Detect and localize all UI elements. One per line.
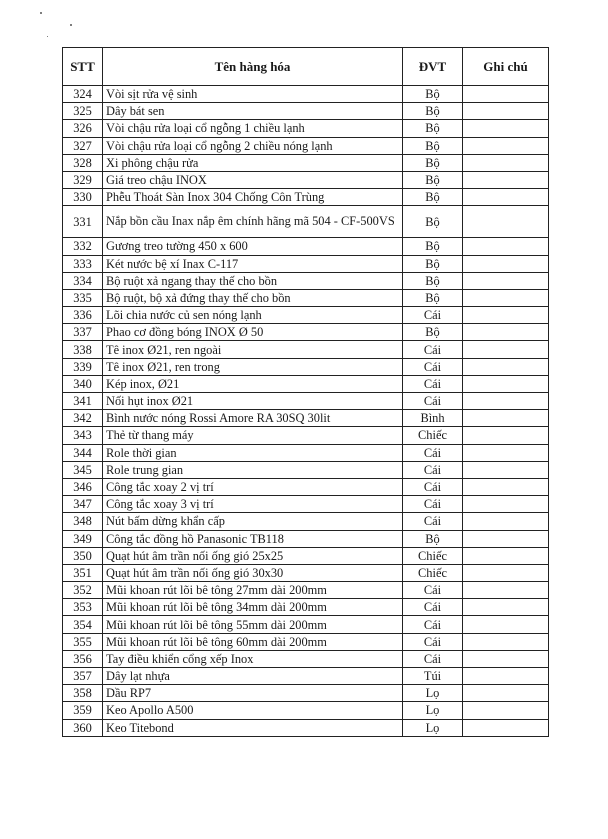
cell-stt: 352	[63, 582, 103, 599]
table-row	[63, 547, 549, 564]
table-row	[63, 685, 549, 702]
cell-note	[463, 582, 549, 599]
cell-stt: 358	[63, 685, 103, 702]
table-row	[63, 702, 549, 719]
cell-name: Xi phông chậu rửa	[103, 154, 403, 171]
cell-unit: Bộ	[403, 154, 463, 171]
cell-stt: 347	[63, 496, 103, 513]
cell-name: Quạt hút âm trần nối ống gió 30x30	[103, 564, 403, 581]
table-row	[63, 633, 549, 650]
header-unit: ĐVT	[403, 48, 463, 86]
table-row	[63, 427, 549, 444]
cell-stt: 333	[63, 255, 103, 272]
table-row	[63, 86, 549, 103]
cell-name: Dầu RP7	[103, 685, 403, 702]
cell-note	[463, 120, 549, 137]
goods-table	[62, 47, 549, 737]
cell-name: Dây bát sen	[103, 103, 403, 120]
cell-name: Quạt hút âm trần nối ống gió 25x25	[103, 547, 403, 564]
table-row	[63, 668, 549, 685]
header-goods-name: Tên hàng hóa	[103, 48, 403, 86]
cell-stt: 349	[63, 530, 103, 547]
cell-note	[463, 272, 549, 289]
table-row	[63, 307, 549, 324]
cell-stt: 340	[63, 375, 103, 392]
cell-stt: 329	[63, 171, 103, 188]
cell-unit: Bộ	[403, 530, 463, 547]
cell-name: Gương treo tường 450 x 600	[103, 238, 403, 255]
cell-unit: Lọ	[403, 702, 463, 719]
cell-note	[463, 189, 549, 206]
cell-note	[463, 427, 549, 444]
cell-note	[463, 461, 549, 478]
cell-unit: Cái	[403, 496, 463, 513]
cell-name: Vòi chậu rửa loại cổ ngỗng 2 chiều nóng lạnh	[103, 137, 403, 154]
cell-stt: 325	[63, 103, 103, 120]
cell-stt: 324	[63, 86, 103, 103]
cell-name: Bình nước nóng Rossi Amore RA 30SQ 30lit	[103, 410, 403, 427]
cell-stt: 341	[63, 393, 103, 410]
cell-note	[463, 86, 549, 103]
cell-note	[463, 599, 549, 616]
cell-name: Keo Titebond	[103, 719, 403, 736]
table-row	[63, 564, 549, 581]
cell-unit: Cái	[403, 375, 463, 392]
cell-name: Bộ ruột xả ngang thay thế cho bồn	[103, 272, 403, 289]
cell-note	[463, 478, 549, 495]
cell-stt: 334	[63, 272, 103, 289]
cell-unit: Bộ	[403, 324, 463, 341]
cell-stt: 354	[63, 616, 103, 633]
table-row	[63, 530, 549, 547]
cell-unit: Cái	[403, 478, 463, 495]
table-row	[63, 272, 549, 289]
cell-unit: Cái	[403, 341, 463, 358]
cell-unit: Bộ	[403, 238, 463, 255]
cell-note	[463, 564, 549, 581]
cell-stt: 336	[63, 307, 103, 324]
cell-stt: 328	[63, 154, 103, 171]
cell-unit: Bộ	[403, 289, 463, 306]
table-row	[63, 478, 549, 495]
cell-note	[463, 650, 549, 667]
cell-name: Kép inox, Ø21	[103, 375, 403, 392]
cell-unit: Cái	[403, 582, 463, 599]
cell-unit: Bộ	[403, 171, 463, 188]
cell-note	[463, 719, 549, 736]
cell-name: Mũi khoan rút lõi bê tông 34mm dài 200mm	[103, 599, 403, 616]
cell-unit: Bộ	[403, 103, 463, 120]
cell-note	[463, 410, 549, 427]
table-row	[63, 393, 549, 410]
table-row	[63, 154, 549, 171]
cell-stt: 360	[63, 719, 103, 736]
cell-name: Nắp bồn cầu Inax nắp êm chính hãng mã 504 - CF-500VS	[103, 206, 403, 238]
cell-stt: 350	[63, 547, 103, 564]
scan-speck	[40, 12, 42, 14]
cell-note	[463, 307, 549, 324]
cell-unit: Cái	[403, 633, 463, 650]
cell-note	[463, 702, 549, 719]
table-row	[63, 341, 549, 358]
cell-stt: 356	[63, 650, 103, 667]
cell-note	[463, 496, 549, 513]
cell-name: Nút bấm dừng khẩn cấp	[103, 513, 403, 530]
cell-stt: 332	[63, 238, 103, 255]
table-row	[63, 358, 549, 375]
scan-speck	[70, 24, 72, 26]
cell-name: Công tắc xoay 2 vị trí	[103, 478, 403, 495]
cell-unit: Chiếc	[403, 564, 463, 581]
cell-stt: 326	[63, 120, 103, 137]
cell-name: Mũi khoan rút lõi bê tông 27mm dài 200mm	[103, 582, 403, 599]
cell-note	[463, 393, 549, 410]
table-row	[63, 289, 549, 306]
cell-note	[463, 633, 549, 650]
cell-unit: Cái	[403, 650, 463, 667]
cell-note	[463, 530, 549, 547]
cell-stt: 348	[63, 513, 103, 530]
cell-note	[463, 137, 549, 154]
table-row	[63, 206, 549, 238]
cell-stt: 339	[63, 358, 103, 375]
cell-name: Tê inox Ø21, ren trong	[103, 358, 403, 375]
table-row	[63, 616, 549, 633]
cell-stt: 342	[63, 410, 103, 427]
cell-name: Nối hụt inox Ø21	[103, 393, 403, 410]
cell-name: Công tắc xoay 3 vị trí	[103, 496, 403, 513]
table-body	[63, 86, 549, 737]
header-stt: STT	[63, 48, 103, 86]
cell-note	[463, 289, 549, 306]
table-row	[63, 137, 549, 154]
table-row	[63, 650, 549, 667]
table-row	[63, 719, 549, 736]
table-row	[63, 189, 549, 206]
cell-note	[463, 238, 549, 255]
cell-stt: 337	[63, 324, 103, 341]
table-row	[63, 255, 549, 272]
cell-stt: 330	[63, 189, 103, 206]
cell-name: Công tắc đồng hồ Panasonic TB118	[103, 530, 403, 547]
cell-note	[463, 547, 549, 564]
cell-unit: Bộ	[403, 86, 463, 103]
cell-name: Mũi khoan rút lõi bê tông 60mm dài 200mm	[103, 633, 403, 650]
cell-name: Phao cơ đồng bóng INOX Ø 50	[103, 324, 403, 341]
table-row	[63, 410, 549, 427]
cell-stt: 335	[63, 289, 103, 306]
cell-note	[463, 255, 549, 272]
table-row	[63, 171, 549, 188]
table-row	[63, 324, 549, 341]
cell-stt: 355	[63, 633, 103, 650]
cell-stt: 338	[63, 341, 103, 358]
cell-unit: Bình	[403, 410, 463, 427]
cell-stt: 345	[63, 461, 103, 478]
cell-name: Role thời gian	[103, 444, 403, 461]
cell-unit: Túi	[403, 668, 463, 685]
cell-note	[463, 103, 549, 120]
cell-stt: 346	[63, 478, 103, 495]
cell-unit: Bộ	[403, 137, 463, 154]
cell-stt: 327	[63, 137, 103, 154]
cell-name: Mũi khoan rút lõi bê tông 55mm dài 200mm	[103, 616, 403, 633]
cell-stt: 343	[63, 427, 103, 444]
cell-unit: Cái	[403, 513, 463, 530]
cell-name: Vòi sịt rửa vệ sinh	[103, 86, 403, 103]
cell-unit: Cái	[403, 358, 463, 375]
cell-name: Dây lạt nhựa	[103, 668, 403, 685]
cell-unit: Lọ	[403, 719, 463, 736]
cell-unit: Chiếc	[403, 547, 463, 564]
table-row	[63, 238, 549, 255]
cell-name: Vòi chậu rửa loại cổ ngỗng 1 chiều lạnh	[103, 120, 403, 137]
cell-note	[463, 513, 549, 530]
cell-stt: 359	[63, 702, 103, 719]
cell-note	[463, 341, 549, 358]
cell-note	[463, 668, 549, 685]
cell-stt: 357	[63, 668, 103, 685]
cell-stt: 351	[63, 564, 103, 581]
cell-name: Két nước bệ xí Inax C-117	[103, 255, 403, 272]
cell-unit: Chiếc	[403, 427, 463, 444]
table-row	[63, 103, 549, 120]
table-row	[63, 120, 549, 137]
cell-unit: Cái	[403, 599, 463, 616]
cell-name: Tê inox Ø21, ren ngoài	[103, 341, 403, 358]
cell-unit: Cái	[403, 307, 463, 324]
cell-unit: Cái	[403, 393, 463, 410]
cell-stt: 344	[63, 444, 103, 461]
cell-name: Phễu Thoát Sàn Inox 304 Chống Côn Trùng	[103, 189, 403, 206]
cell-note	[463, 154, 549, 171]
cell-unit: Cái	[403, 616, 463, 633]
cell-note	[463, 206, 549, 238]
cell-name: Lõi chia nước củ sen nóng lạnh	[103, 307, 403, 324]
cell-name: Thẻ từ thang máy	[103, 427, 403, 444]
cell-note	[463, 685, 549, 702]
cell-note	[463, 444, 549, 461]
header-note: Ghi chú	[463, 48, 549, 86]
cell-unit: Bộ	[403, 255, 463, 272]
cell-note	[463, 171, 549, 188]
cell-name: Role trung gian	[103, 461, 403, 478]
cell-unit: Cái	[403, 461, 463, 478]
cell-unit: Bộ	[403, 120, 463, 137]
cell-note	[463, 358, 549, 375]
cell-note	[463, 375, 549, 392]
cell-unit: Lọ	[403, 685, 463, 702]
cell-note	[463, 616, 549, 633]
table-row	[63, 496, 549, 513]
cell-name: Tay điều khiển cổng xếp Inox	[103, 650, 403, 667]
cell-note	[463, 324, 549, 341]
scan-speck	[47, 36, 48, 37]
cell-name: Giá treo chậu INOX	[103, 171, 403, 188]
cell-unit: Bộ	[403, 206, 463, 238]
document-page	[62, 47, 548, 737]
cell-stt: 331	[63, 206, 103, 238]
cell-unit: Bộ	[403, 272, 463, 289]
table-row	[63, 375, 549, 392]
table-row	[63, 461, 549, 478]
cell-unit: Bộ	[403, 189, 463, 206]
cell-name: Bộ ruột, bộ xả đứng thay thế cho bồn	[103, 289, 403, 306]
table-row	[63, 582, 549, 599]
cell-unit: Cái	[403, 444, 463, 461]
table-row	[63, 444, 549, 461]
table-row	[63, 513, 549, 530]
table-row	[63, 599, 549, 616]
cell-stt: 353	[63, 599, 103, 616]
cell-name: Keo Apollo A500	[103, 702, 403, 719]
table-header-row	[63, 48, 549, 86]
